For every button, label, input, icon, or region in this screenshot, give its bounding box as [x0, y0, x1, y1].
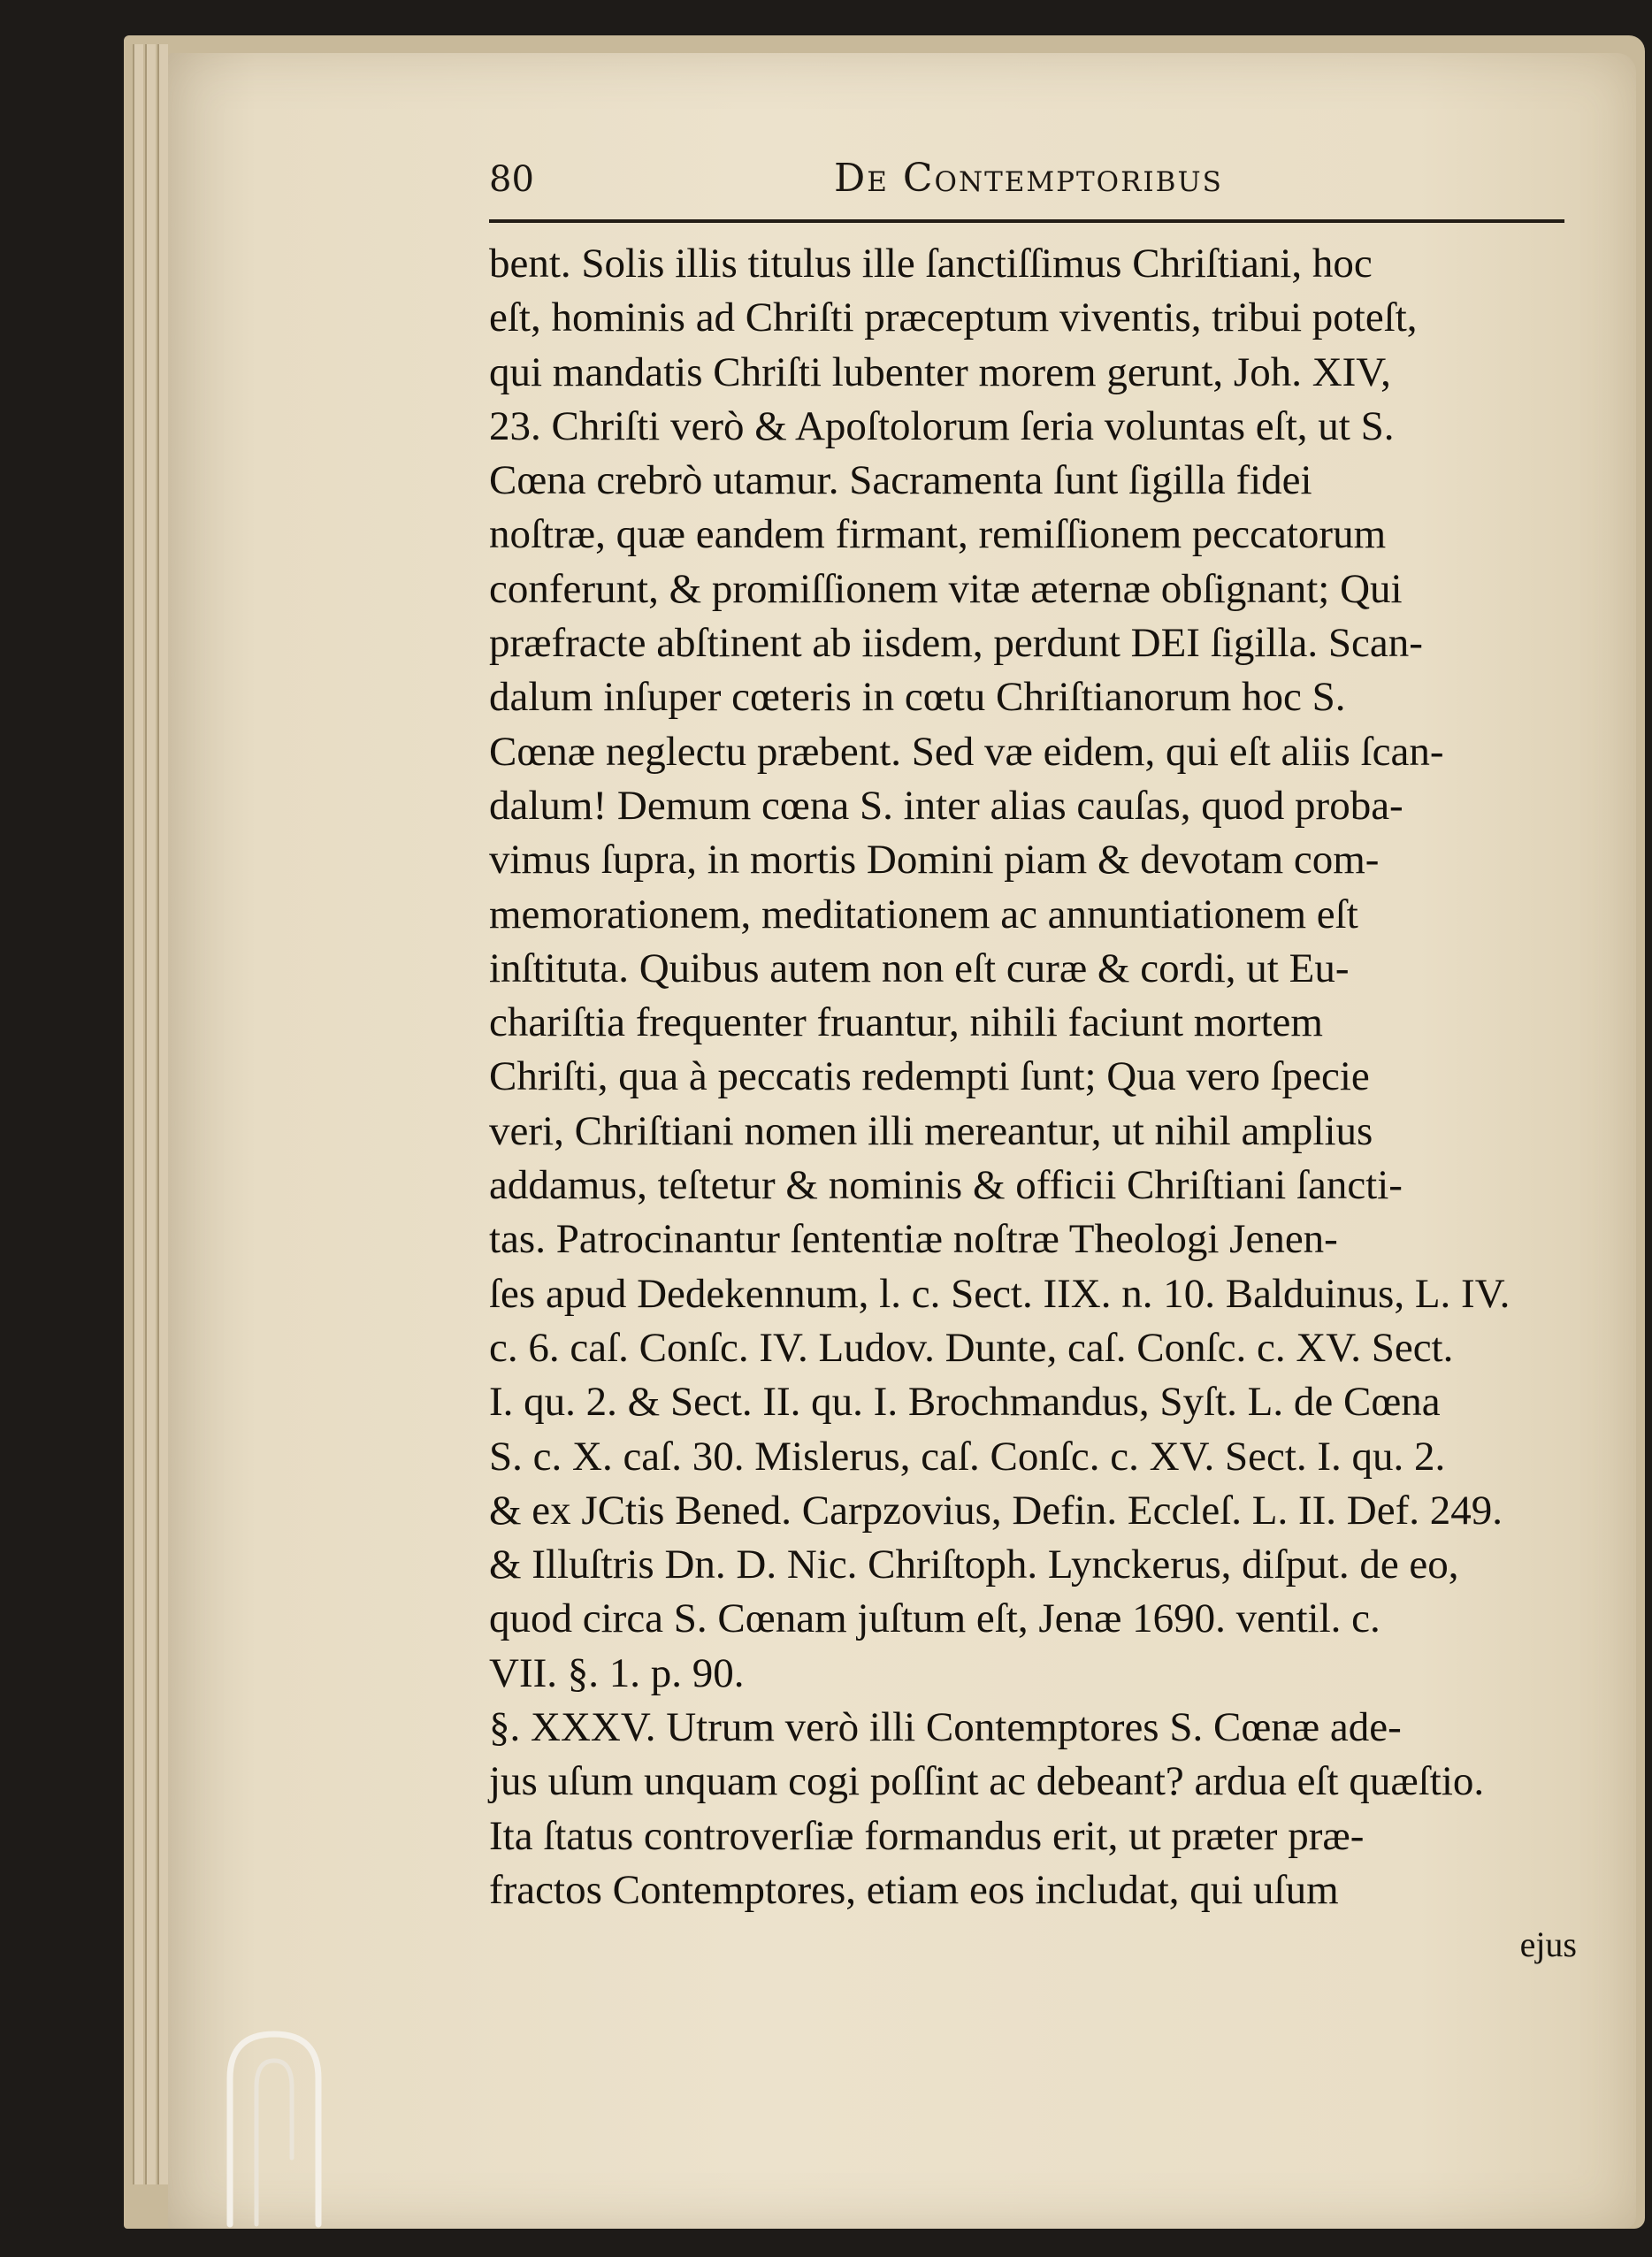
page-edge	[145, 44, 156, 2184]
text-line: noſtræ, quæ eandem firmant, remiſſionem peccatorum	[489, 511, 1387, 558]
text-line: dalum! Demum cœna S. inter alias cauſas, quod proba-	[489, 782, 1403, 829]
text-line: ſes apud Dedekennum, l. c. Sect. IIX. n. 10. Balduinus, L. IV.	[489, 1270, 1511, 1317]
text-line: addamus, teſtetur & nominis & officii Chriſtiani ſancti-	[489, 1162, 1403, 1209]
text-line: dalum inſuper cœteris in cœtu Chriſtianorum hoc S.	[489, 674, 1346, 721]
text-line: VII. §. 1. p. 90.	[489, 1649, 745, 1696]
page-number: 80	[489, 159, 534, 200]
text-line: Cœna crebrò utamur. Sacramenta ſunt ſigilla fidei	[489, 457, 1312, 504]
text-line: vimus ſupra, in mortis Domini piam & devotam com-	[489, 837, 1380, 884]
text-line: c. 6. caſ. Conſc. IV. Ludov. Dunte, caſ. Conſc. c. XV. Sect.	[489, 1324, 1454, 1371]
text-line: veri, Chriſtiani nomen illi mereantur, ut nihil amplius	[489, 1107, 1373, 1154]
text-line: memorationem, meditationem ac annuntiationem eſt	[489, 891, 1358, 937]
body-text	[489, 237, 1630, 1972]
text-line: qui mandatis Chriſti lubenter morem gerunt, Joh. XIV,	[489, 348, 1391, 395]
text-line: & ex JCtis Bened. Carpzovius, Defin. Eccleſ. L. II. Def. 249.	[489, 1487, 1503, 1534]
text-line: §. XXXV. Utrum verò illi Contemptores S. Cœnæ ade-	[489, 1704, 1402, 1751]
text-line: quod circa S. Cœnam juſtum eſt, Jenæ 1690. ventil. c.	[489, 1595, 1380, 1642]
header-rule	[489, 219, 1564, 223]
text-line: jus uſum unquam cogi poſſint ac debeant? ardua eſt quæſtio.	[489, 1758, 1485, 1805]
text-line: inſtituta. Quibus autem non eſt curæ & cordi, ut Eu-	[489, 945, 1350, 991]
text-line: I. qu. 2. & Sect. II. qu. I. Brochmandus, Syſt. L. de Cœna	[489, 1379, 1441, 1426]
catchword: ejus	[1519, 1924, 1577, 1965]
page-edge	[133, 44, 143, 2184]
text-line: præfracte abſtinent ab iisdem, perdunt DEI ſigilla. Scan-	[489, 620, 1423, 667]
page-edge	[157, 44, 168, 2184]
text-line: Ita ſtatus controverſiæ formandus erit, ut præter præ-	[489, 1812, 1365, 1859]
text-line: 23. Chriſti verò & Apoſtolorum ſeria voluntas eſt, ut S.	[489, 402, 1395, 449]
text-line: bent. Solis illis titulus ille ſanctiſſimus Chriſtiani, hoc	[489, 241, 1373, 287]
text-line: chariſtia frequenter fruantur, nihili faciunt mortem	[489, 999, 1323, 1046]
text-line: eſt, hominis ad Chriſti præceptum viventis, tribui poteſt,	[489, 295, 1418, 341]
running-title: De Contemptoribus	[834, 156, 1223, 201]
text-line: Cœnæ neglectu præbent. Sed væ eidem, qui eſt aliis ſcan-	[489, 728, 1444, 775]
running-head	[489, 156, 1568, 209]
text-line: Chriſti, qua à peccatis redempti ſunt; Qua vero ſpecie	[489, 1053, 1370, 1100]
text-line: fractos Contemptores, etiam eos includat, qui uſum	[489, 1866, 1339, 1913]
text-line: conferunt, & promiſſionem vitæ æternæ obſignant; Qui	[489, 565, 1403, 612]
hairpin-clip	[203, 2025, 345, 2229]
text-line: tas. Patrocinantur ſententiæ noſtræ Theologi Jenen-	[489, 1216, 1338, 1263]
text-line: & Illuſtris Dn. D. Nic. Chriſtoph. Lynckerus, diſput. de eo,	[489, 1542, 1459, 1588]
text-line: S. c. X. caſ. 30. Mislerus, caſ. Conſc. c. XV. Sect. I. qu. 2.	[489, 1433, 1446, 1480]
